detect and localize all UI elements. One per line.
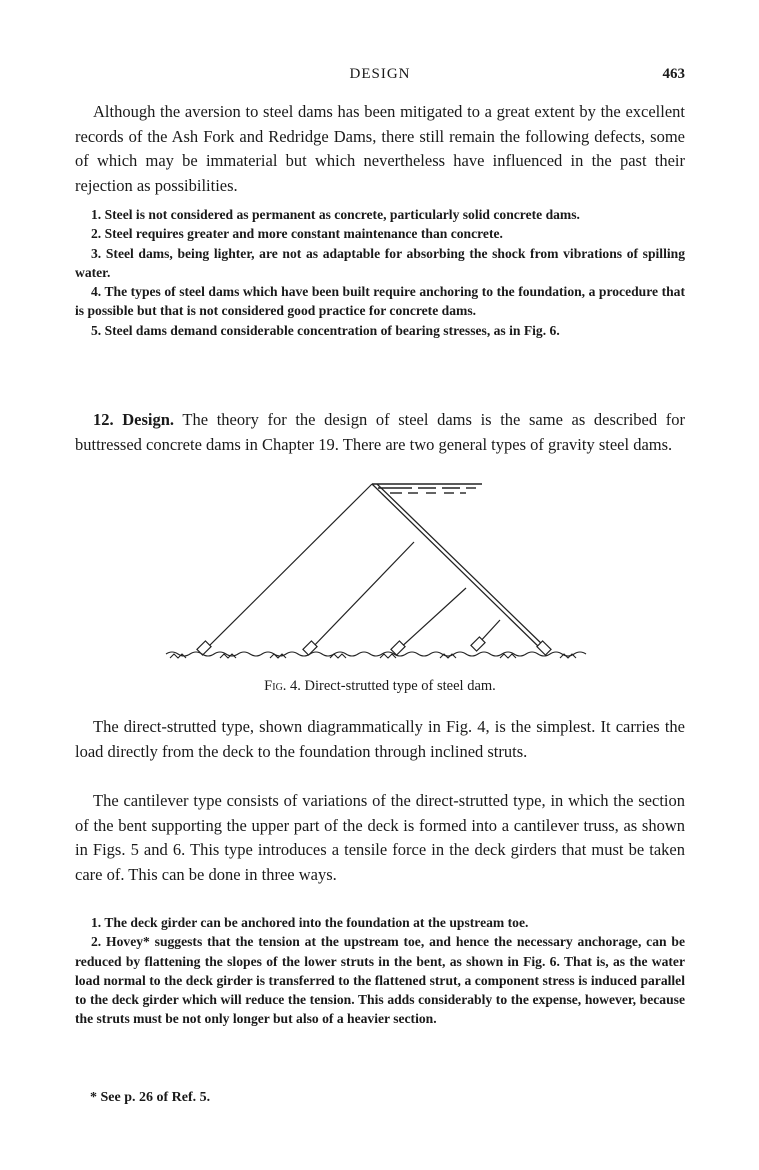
running-title: DESIGN bbox=[349, 66, 411, 82]
intro-paragraph: Although the aversion to steel dams has been mitigated to a great extent by the excellent records of the Ash Fork and Redridge Dams, there still remain the following defects, some of which may be immaterial but which nevertheless have influenced in the past their rejection as possibilities. bbox=[75, 102, 685, 195]
figure-label: Fig. 4. bbox=[264, 678, 301, 694]
design-section bbox=[75, 408, 685, 457]
page-header bbox=[75, 66, 685, 88]
ground-line bbox=[166, 652, 586, 658]
figure-caption bbox=[75, 678, 685, 695]
footings bbox=[197, 637, 551, 655]
list-item: 3. Steel dams, being lighter, are not as adaptable for absorbing the shock from vibrations of spilling water. bbox=[75, 245, 685, 280]
dam-diagram bbox=[150, 478, 610, 668]
figure-caption-text: Direct-strutted type of steel dam. bbox=[304, 678, 496, 694]
list-item: 4. The types of steel dams which have been built require anchoring to the foundation, a procedure that is possible but that is not considered good practice for concrete dams. bbox=[75, 284, 685, 319]
page-number: 463 bbox=[662, 66, 685, 82]
footnote: * See p. 26 of Ref. 5. bbox=[90, 1090, 211, 1105]
deck-girder bbox=[372, 484, 546, 650]
paragraph-cantilever: The cantilever type consists of variations of the direct-strutted type, in which the section of the bent supporting the upper part of the deck is formed into a cantilever truss, as shown in Figs. 5 and 6. This type introduces a tensile force in the deck girders that must be taken care of. This can be done in three ways. bbox=[75, 791, 685, 884]
paragraph-direct-strutted: The direct-strutted type, shown diagrammatically in Fig. 4, is the simplest. It carries the load directly from the deck to the foundation through inclined struts. bbox=[75, 717, 685, 761]
section-heading: 12. Design. bbox=[93, 410, 175, 429]
list-item: 1. The deck girder can be anchored into the foundation at the upstream toe. bbox=[91, 915, 529, 930]
list-item: 2. Hovey* suggests that the tension at the upstream toe, and hence the necessary anchorage, can be reduced by flattening the slopes of the lower struts in the bent, as shown in Fig. 6. That is, as the water load normal to the deck girder is transferred to the flattened strut, a component stress is induced parallel to the deck girder which will reduce the tension. This adds considerably to the expense, however, because the struts must be not only longer but also of a heavier section. bbox=[75, 934, 685, 1027]
methods-list bbox=[75, 913, 685, 1029]
list-item: 1. Steel is not considered as permanent as concrete, particularly solid concrete dams. bbox=[91, 207, 580, 222]
defects-list bbox=[75, 205, 685, 340]
inclined-struts bbox=[205, 484, 500, 650]
list-item: 5. Steel dams demand considerable concentration of bearing stresses, as in Fig. 6. bbox=[91, 322, 560, 338]
list-item: 2. Steel requires greater and more constant maintenance than concrete. bbox=[91, 226, 503, 242]
water-surface bbox=[372, 484, 482, 493]
section-text: The theory for the design of steel dams is the same as described for buttressed concrete dams in Chapter 19. There are two general types of gravity steel dams. bbox=[75, 410, 685, 454]
